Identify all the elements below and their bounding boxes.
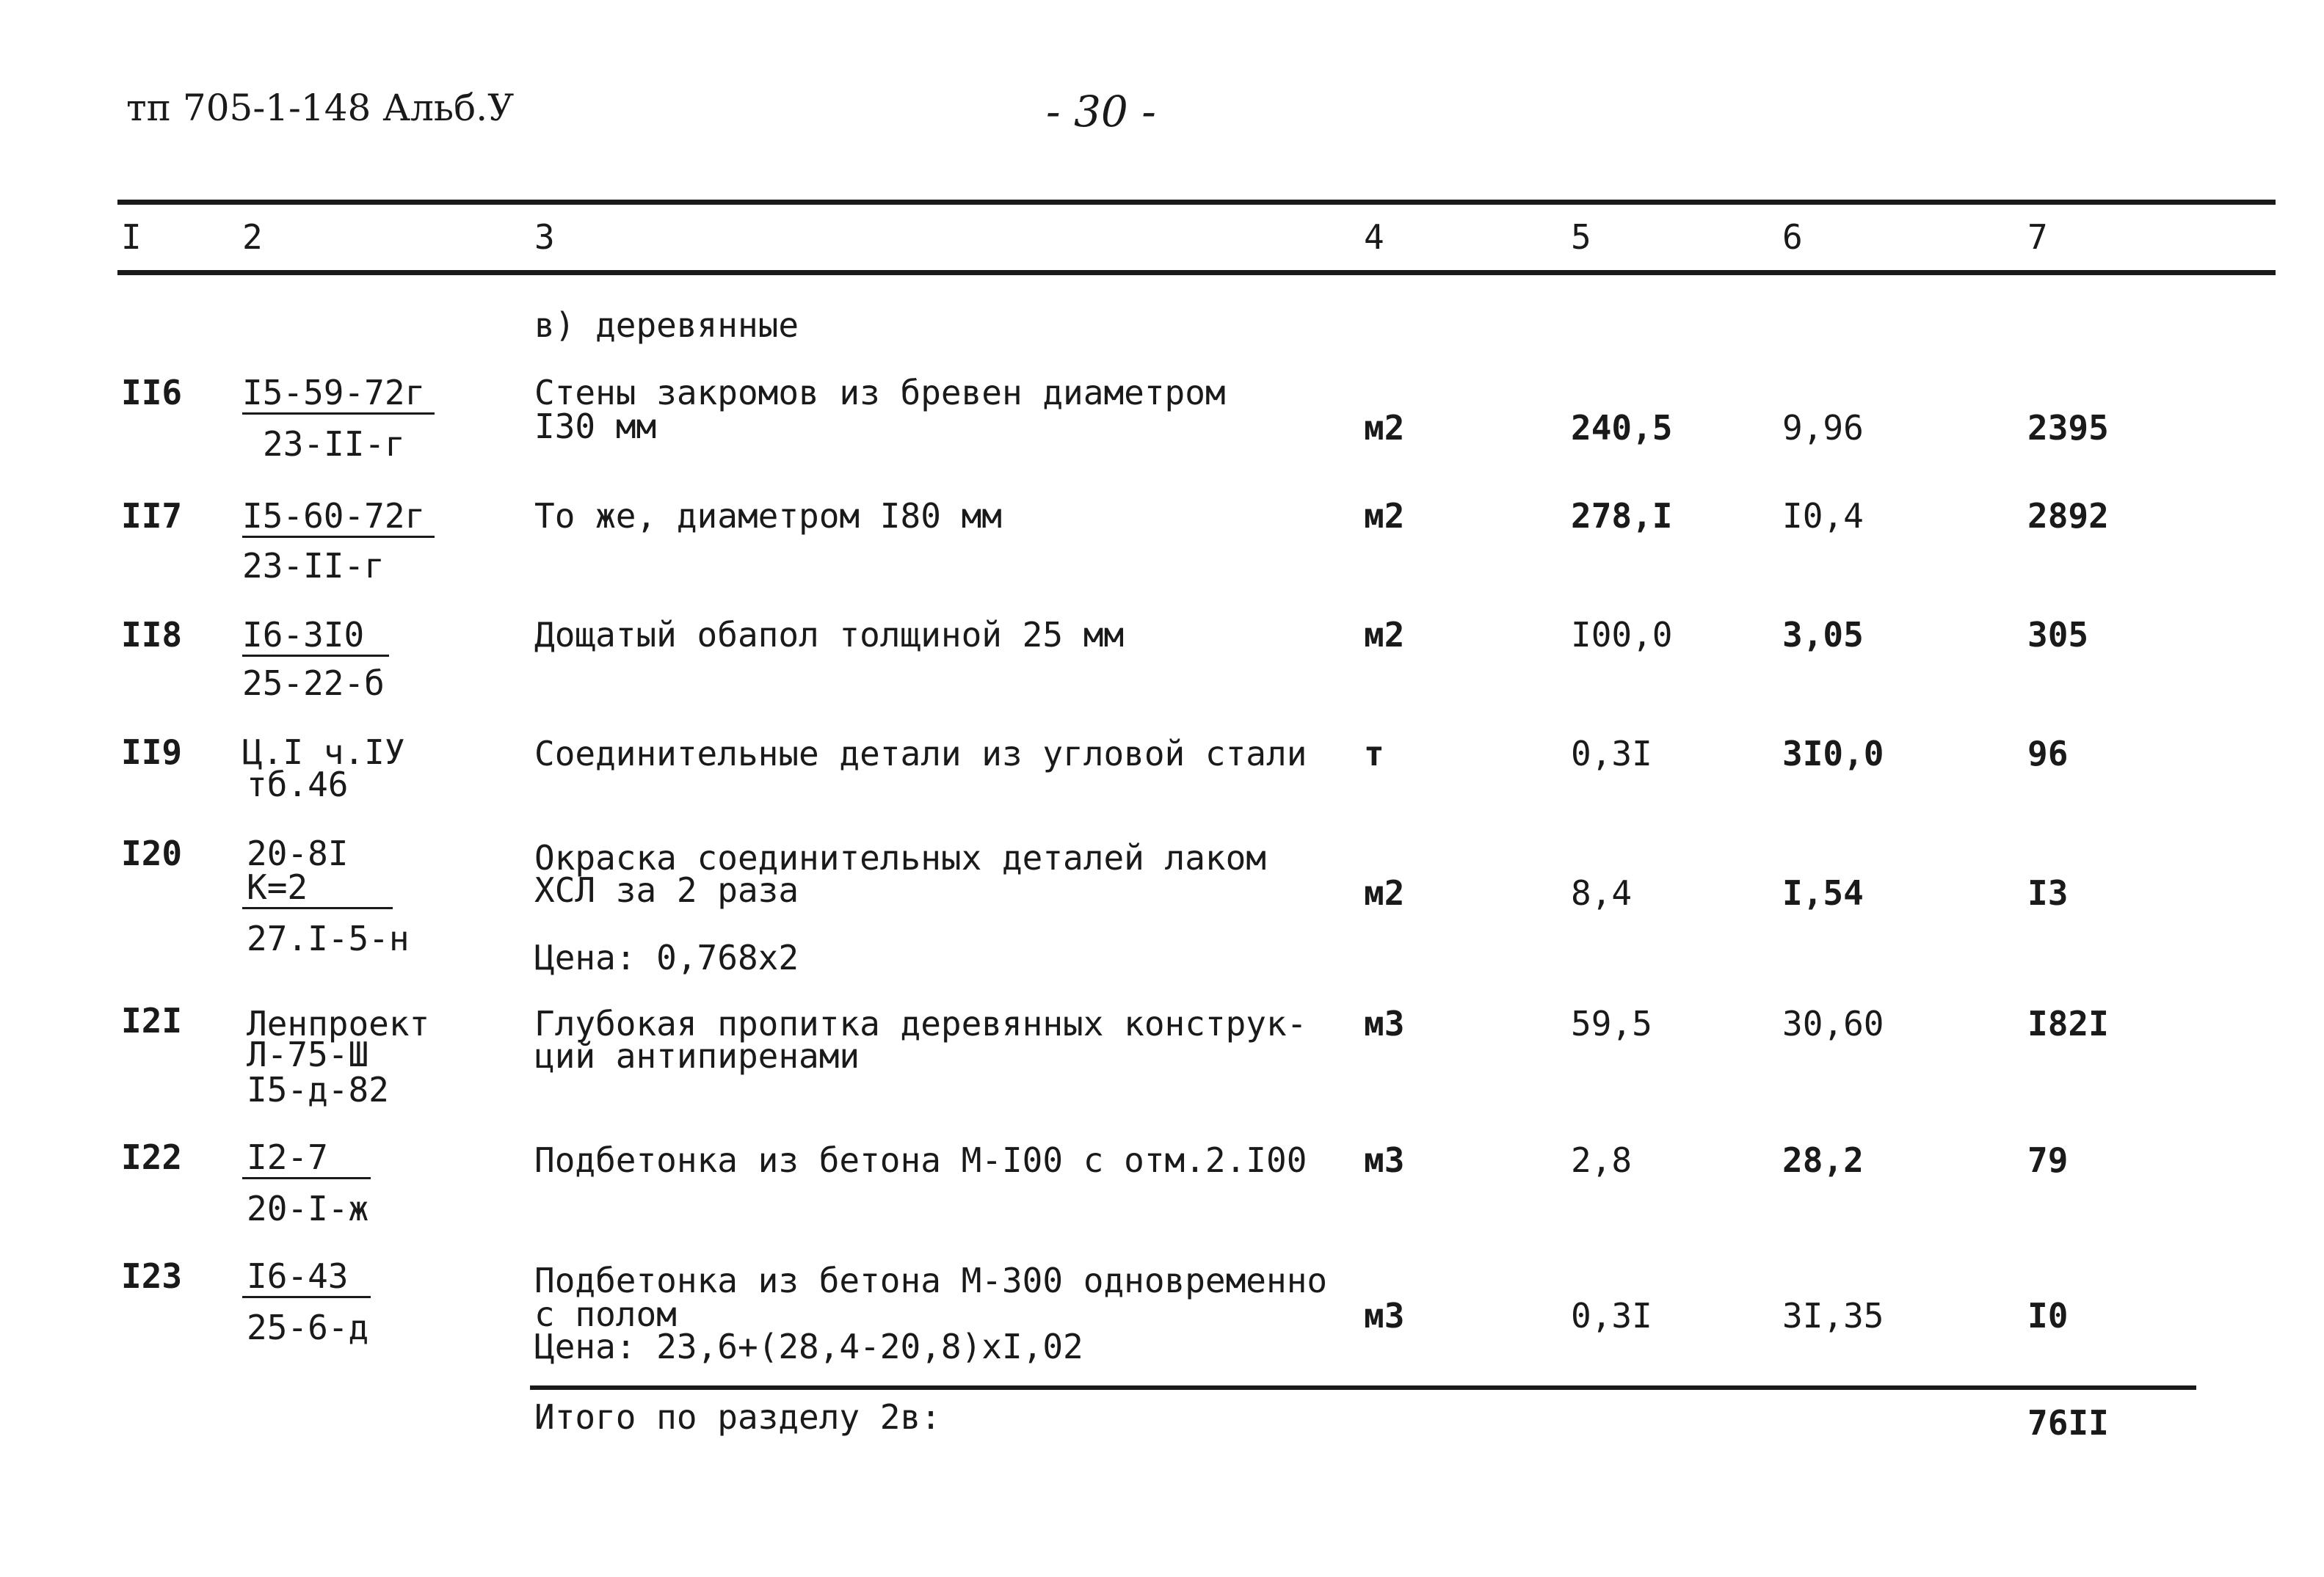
row-unit: м3	[1364, 1140, 1405, 1180]
row-description: Глубокая пропитка деревянных конструк-	[534, 1004, 1307, 1044]
row-description: Соединительные детали из угловой стали	[534, 734, 1307, 773]
code-underline	[242, 1296, 371, 1298]
row-code-bottom: 23-II-г	[242, 546, 385, 586]
summary-rule	[530, 1385, 2196, 1390]
code-underline	[242, 907, 393, 909]
row-code-mid: К=2	[247, 867, 308, 907]
section-title: в) деревянные	[534, 305, 799, 345]
table-header-rule	[117, 270, 2276, 275]
column-header-2: 2	[242, 217, 263, 257]
row-unit: м2	[1364, 408, 1405, 448]
row-quantity: 59,5	[1571, 1004, 1652, 1044]
row-description-2: ций антипиренами	[534, 1036, 860, 1076]
row-description-2: ХСЛ за 2 раза	[534, 870, 799, 910]
row-total: 305	[2027, 615, 2089, 655]
row-quantity: 278,I	[1571, 496, 1673, 536]
row-description-2: I30 мм	[534, 407, 657, 446]
row-description: Дощатый обапол толщиной 25 мм	[534, 615, 1125, 655]
row-total: 96	[2027, 734, 2069, 773]
row-unit: м2	[1364, 615, 1405, 655]
row-description: Стены закромов из бревен диаметром	[534, 373, 1226, 412]
row-description-2: с полом	[534, 1294, 677, 1334]
row-price: I0,4	[1782, 496, 1864, 536]
row-code-bottom: 25-6-д	[247, 1308, 369, 1347]
row-price: 3I,35	[1782, 1296, 1884, 1336]
column-header-7: 7	[2027, 217, 2048, 257]
row-unit: м3	[1364, 1296, 1405, 1336]
row-code-top: Ленпроект	[247, 1004, 430, 1044]
row-total: 79	[2027, 1140, 2069, 1180]
table-top-rule	[117, 200, 2276, 205]
row-number: II8	[121, 615, 183, 655]
row-price-note: Цена: 23,6+(28,4-20,8)хI,02	[534, 1327, 1083, 1366]
row-code-bottom: тб.46	[247, 765, 349, 804]
row-total: I82I	[2027, 1004, 2109, 1044]
row-description: Подбетонка из бетона М-I00 с отм.2.I00	[534, 1140, 1307, 1180]
row-quantity: 8,4	[1571, 873, 1633, 913]
code-underline	[242, 655, 389, 657]
row-price: 30,60	[1782, 1004, 1884, 1044]
row-number: II9	[121, 732, 183, 772]
page-number: - 30 -	[1046, 87, 1156, 136]
row-number: II6	[121, 373, 183, 412]
row-unit: м3	[1364, 1004, 1405, 1044]
summary-label: Итого по разделу 2в:	[534, 1397, 941, 1437]
row-price: 28,2	[1782, 1140, 1864, 1180]
row-code-top: I6-3I0	[242, 615, 365, 655]
column-header-1: I	[121, 217, 142, 257]
row-code-bottom: 20-I-ж	[247, 1189, 369, 1228]
row-description: Подбетонка из бетона М-300 одновременно	[534, 1261, 1328, 1300]
row-total: 2892	[2027, 496, 2109, 536]
row-quantity: I00,0	[1571, 615, 1673, 655]
row-unit: т	[1364, 734, 1384, 773]
row-quantity: 0,3I	[1571, 1296, 1652, 1336]
code-underline	[242, 536, 435, 538]
row-price: I,54	[1782, 873, 1864, 913]
row-quantity: 2,8	[1571, 1140, 1633, 1180]
row-total: I0	[2027, 1296, 2069, 1336]
row-number: II7	[121, 496, 183, 536]
column-header-6: 6	[1782, 217, 1803, 257]
row-code-bottom: 25-22-б	[242, 663, 385, 703]
row-unit: м2	[1364, 496, 1405, 536]
row-total: 2395	[2027, 408, 2109, 448]
row-total: I3	[2027, 873, 2069, 913]
row-code-top: I5-59-72г	[242, 373, 426, 412]
row-code-bottom: I5-д-82	[247, 1070, 389, 1110]
row-description: Окраска соединительных деталей лаком	[534, 838, 1266, 878]
row-quantity: 240,5	[1571, 408, 1673, 448]
row-number: I20	[121, 834, 183, 873]
summary-total: 76II	[2027, 1403, 2109, 1443]
column-header-4: 4	[1364, 217, 1384, 257]
row-code-top: I2-7	[247, 1137, 328, 1177]
row-code-top: 20-8I	[247, 834, 349, 873]
row-number: I23	[121, 1256, 183, 1296]
row-quantity: 0,3I	[1571, 734, 1652, 773]
row-code-bottom: 23-II-г	[263, 424, 405, 464]
row-code-top: I5-60-72г	[242, 496, 426, 536]
row-code-top: I6-43	[247, 1256, 349, 1296]
row-price: 9,96	[1782, 408, 1864, 448]
document-reference: тп 705-1-148 Альб.У	[126, 87, 515, 129]
row-price-note: Цена: 0,768х2	[534, 938, 799, 977]
row-number: I2I	[121, 1001, 183, 1041]
row-price: 3I0,0	[1782, 734, 1884, 773]
row-description: То же, диаметром I80 мм	[534, 496, 1002, 536]
row-code-top: Ц.I ч.IУ	[242, 732, 405, 772]
code-underline	[242, 412, 435, 415]
row-code-mid: Л-75-Ш	[247, 1035, 369, 1074]
row-unit: м2	[1364, 873, 1405, 913]
column-header-3: 3	[534, 217, 555, 257]
row-code-bottom: 27.I-5-н	[247, 919, 410, 958]
row-number: I22	[121, 1137, 183, 1177]
row-price: 3,05	[1782, 615, 1864, 655]
code-underline	[242, 1177, 371, 1179]
column-header-5: 5	[1571, 217, 1591, 257]
